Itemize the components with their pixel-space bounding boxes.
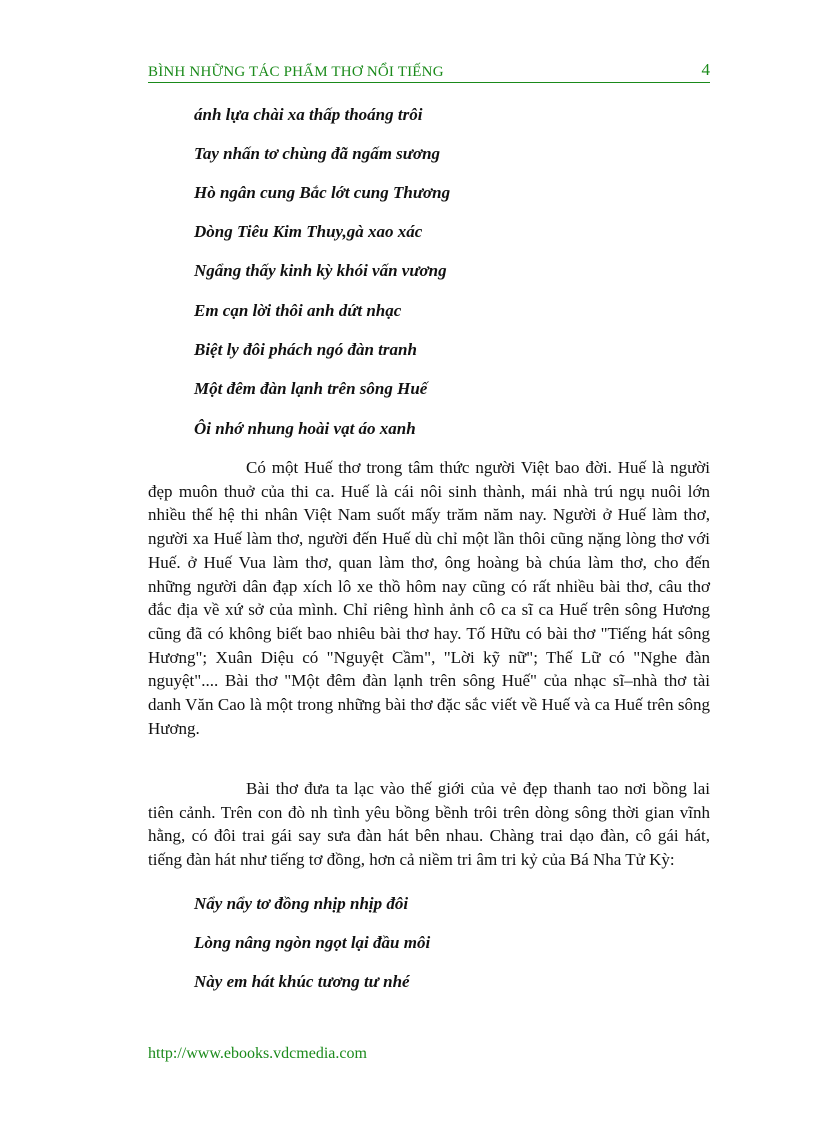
verse-line: Dòng Tiêu Kim Thuy,gà xao xác (194, 222, 423, 241)
verse-line: Lòng nâng ngòn ngọt lại đầu môi (194, 933, 431, 952)
verse-line: Em cạn lời thôi anh dứt nhạc (194, 301, 402, 320)
verse-line: Tay nhấn tơ chùng đã ngấm sương (194, 144, 441, 163)
verse-line: Hò ngân cung Bắc lớt cung Thương (194, 183, 451, 202)
body-paragraph: Có một Huế thơ trong tâm thức người Việt bao đời. Huế là người đẹp muôn thuở của thi ca. Huế là cái nôi sinh thành, mái nhà trú ngụ nuôi lớn nhiều thế hệ thi nhân Việt Nam suốt mấy trăm năm nay. Người ở Huế làm thơ, người xa Huế làm thơ, người đến Huế dù chỉ một lần thôi cũng nặng lòng thơ với Huế. ở Huế Vua làm thơ, quan làm thơ, ông hoàng bà chúa làm thơ, cho đến những người dân đạp xích lô xe thồ hôm nay cũng có rất nhiều bài thơ, câu thơ đắc địa về xứ sở của mình. Chỉ riêng hình ảnh cô ca sĩ ca Huế trên sông Hương cũng đã có không biết bao nhiêu bài thơ hay. Tố Hữu có bài thơ "Tiếng hát sông Hương"; Xuân Diệu có "Nguyệt Cầm", "Lời kỹ nữ"; Thế Lữ có "Nghe đàn nguyệt".... Bài thơ "Một đêm đàn lạnh trên sông Huế" của nhạc sĩ–nhà thơ tài danh Văn Cao là một trong những bài thơ đặc sắc viết về Huế và ca Huế trên sông Hương. (148, 458, 710, 738)
verse-line: Ngẩng thấy kinh kỳ khói vấn vương (194, 261, 447, 280)
verse-line: Nẩy nẩy tơ đồng nhịp nhịp đôi (194, 894, 409, 913)
verse-line: Ôi nhớ nhung hoài vạt áo xanh (194, 419, 416, 438)
page-number: 4 (701, 60, 710, 79)
page-header (148, 62, 710, 83)
verse-line: Biệt ly đôi phách ngó đàn tranh (194, 340, 417, 359)
body-paragraph: Bài thơ đưa ta lạc vào thế giới của vẻ đẹp thanh tao nơi bồng lai tiên cảnh. Trên con đò nh tình yêu bồng bềnh trôi trên dòng sông thời gian vĩnh hằng, có đôi trai gái say sưa đàn hát bên nhau. Chàng trai dạo đàn, cô gái hát, tiếng đàn hát như tiếng tơ đồng, hơn cả niềm tri âm tri kỷ của Bá Nha Tử Kỳ: (148, 779, 710, 870)
book-title: BÌNH NHỮNG TÁC PHẨM THƠ NỔI TIẾNG (148, 64, 444, 80)
verse-line: Này em hát khúc tương tư nhé (194, 972, 410, 991)
verse-line: ánh lựa chài xa thấp thoáng trôi (194, 105, 423, 124)
verse-line: Một đêm đàn lạnh trên sông Huế (194, 379, 428, 398)
footer-website-link[interactable]: http://www.ebooks.vdcmedia.com (148, 1045, 367, 1062)
